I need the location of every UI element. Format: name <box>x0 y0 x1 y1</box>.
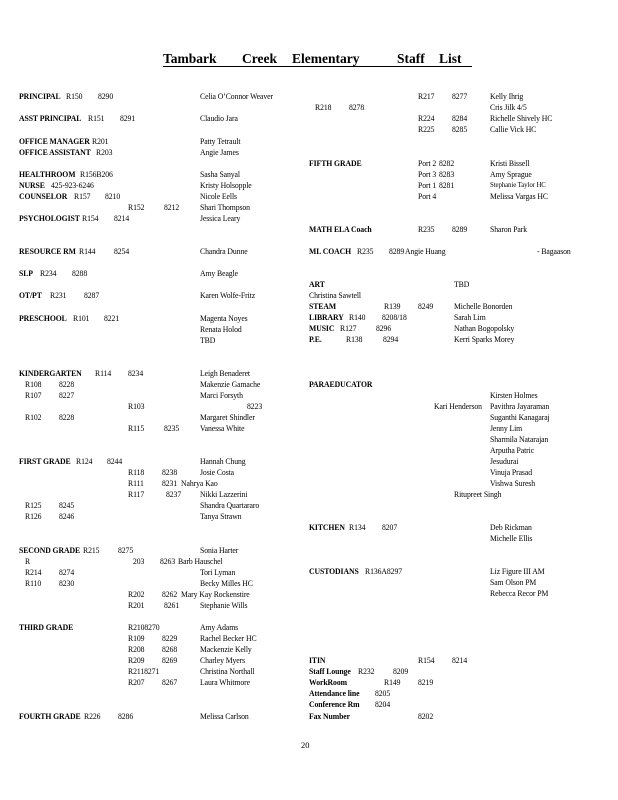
room-number: R224 <box>418 113 435 123</box>
room-ext: R201 <box>92 136 109 146</box>
staff-name: Kristi Bissell <box>490 158 530 168</box>
extension: 8254 <box>114 246 130 256</box>
staff-name: Charley Myers <box>200 655 246 665</box>
extension: 8262 <box>162 589 178 599</box>
extension: 8207 <box>382 522 398 532</box>
room-ext: R156B206 <box>80 169 113 179</box>
title-word: Creek <box>242 51 277 66</box>
staff-name: Rachel Becker HC <box>200 633 257 643</box>
room-number: R208 <box>128 644 145 654</box>
extension: 8202 <box>418 711 434 721</box>
role-label: OT/PT <box>19 290 42 300</box>
staff-name: Angie Huang <box>405 246 446 256</box>
extension: 8210 <box>105 191 121 201</box>
room-number: Port 2 <box>418 158 437 168</box>
role-label: SLP <box>19 268 33 278</box>
staff-name: Josie Costa <box>200 467 235 477</box>
room-number: R234 <box>40 268 57 278</box>
staff-name: Becky Milles HC <box>200 578 253 588</box>
staff-name: Melissa Carlson <box>200 711 249 721</box>
room-number: R118 <box>128 467 145 477</box>
extension: 8249 <box>418 301 434 311</box>
staff-name: Amy Adams <box>200 622 239 632</box>
extension: 8245 <box>59 500 75 510</box>
role-label: ASST PRINCIPAL <box>19 113 82 123</box>
extension: 8288 <box>72 268 88 278</box>
extension: 8287 <box>84 290 100 300</box>
extension: 8278 <box>349 102 365 112</box>
staff-name: Sasha Sanyal <box>200 169 240 179</box>
extension: 8221 <box>104 313 120 323</box>
room-number: R235 <box>418 224 435 234</box>
room-number: R103 <box>128 401 145 411</box>
extension: 8244 <box>107 456 123 466</box>
extension: 8228 <box>59 379 75 389</box>
extension: 8235 <box>164 423 180 433</box>
extension: 8281 <box>439 180 455 190</box>
room-number: R149 <box>384 677 401 687</box>
room-number: R201 <box>128 600 145 610</box>
extension: 8261 <box>164 600 180 610</box>
room-number: R139 <box>384 301 401 311</box>
staff-name: Rebecca Recor PM <box>490 588 549 598</box>
extension: 8212 <box>164 202 180 212</box>
room-number: R101 <box>73 313 90 323</box>
extension: 8269 <box>162 655 178 665</box>
staff-name: Cris Jilk 4/5 <box>490 102 527 112</box>
staff-name: Christina Northall <box>200 666 255 676</box>
role-label: ITIN <box>309 655 326 665</box>
extension: 8205 <box>375 688 391 698</box>
staff-name: Arputha Patric <box>490 445 535 455</box>
staff-name: Patty Tetrault <box>200 136 241 146</box>
role-label: PRESCHOOL <box>19 313 67 323</box>
room-number: R111 <box>128 478 144 488</box>
room-number: R140 <box>349 312 366 322</box>
staff-name: Renata Holod <box>200 324 242 334</box>
staff-name: Magenta Noyes <box>200 313 248 323</box>
room-number: R150 <box>66 91 83 101</box>
role-label: STEAM <box>309 301 337 311</box>
extension: 8275 <box>118 545 134 555</box>
staff-name: Richelle Shively HC <box>490 113 553 123</box>
title-word: List <box>439 51 462 66</box>
room-number: R154 <box>418 655 435 665</box>
room-ext: R2118271 <box>128 666 160 676</box>
staff-name: Makenzie Gamache <box>200 379 261 389</box>
staff-name: Sharon Park <box>490 224 528 234</box>
staff-name: Tori Lyman <box>200 567 236 577</box>
staff-name: Michelle Ellis <box>490 533 533 543</box>
room-number: R109 <box>128 633 145 643</box>
extension: 8267 <box>162 677 178 687</box>
staff-name: Liz Figure III AM <box>490 566 545 576</box>
extension: 8289 <box>452 224 468 234</box>
room-number: R157 <box>74 191 91 201</box>
role-label: KINDERGARTEN <box>19 368 82 378</box>
room-ext: R2108270 <box>128 622 160 632</box>
extension: 8291 <box>120 113 136 123</box>
phone-number: 425-923-6246 <box>51 180 94 190</box>
extension: 8274 <box>59 567 75 577</box>
staff-name: Jesudurai <box>490 456 519 466</box>
room-number: R134 <box>349 522 366 532</box>
room-number: 203 <box>133 556 145 566</box>
extension: 8223 <box>247 401 263 411</box>
staff-name: Shari Thompson <box>200 202 250 212</box>
role-label: FIFTH GRADE <box>309 158 362 168</box>
role-label: FOURTH GRADE <box>19 711 81 721</box>
role-label: P.E. <box>309 334 322 344</box>
staff-name: Leigh Benaderet <box>200 368 250 378</box>
extension: 8290 <box>98 91 114 101</box>
staff-name: Amy Sprague <box>490 169 532 179</box>
room-number: R126 <box>25 511 42 521</box>
extension: 8277 <box>452 91 468 101</box>
staff-name: Mackenzie Kelly <box>200 644 252 654</box>
extension: 8214 <box>114 213 130 223</box>
staff-name: Amy Beagle <box>200 268 238 278</box>
role-label: MUSIC <box>309 323 335 333</box>
role-label: SECOND GRADE <box>19 545 81 555</box>
staff-name: Marci Forsyth <box>200 390 243 400</box>
staff-name: Sonia Harter <box>200 545 239 555</box>
staff-name: Vishwa Suresh <box>490 478 535 488</box>
extension: 8268 <box>162 644 178 654</box>
staff-name: TBD <box>454 279 470 289</box>
role-label: KITCHEN <box>309 522 345 532</box>
extension: 8263 <box>160 556 176 566</box>
staff-name: Ritupreet Singh <box>454 489 502 499</box>
room-number: R102 <box>25 412 42 422</box>
staff-name: Kristy Holsopple <box>200 180 252 190</box>
room-number: R125 <box>25 500 42 510</box>
staff-name: Claudio Jara <box>200 113 238 123</box>
staff-name: Sharmila Natarajan <box>490 434 549 444</box>
staff-name: Vanessa White <box>200 423 245 433</box>
extension: 8227 <box>59 390 75 400</box>
extension: 8294 <box>383 334 399 344</box>
staff-name: Jessica Leary <box>200 213 241 223</box>
staff-name: Michelle Bonorden <box>454 301 513 311</box>
room-number: Port 1 <box>418 180 437 190</box>
extension: 8219 <box>418 677 434 687</box>
staff-name: Stephanie Taylor HC <box>490 180 546 189</box>
staff-name: Vinuja Prasad <box>490 467 532 477</box>
staff-name: Christina Sawtell <box>309 290 361 300</box>
staff-name: Shandra Quartararo <box>200 500 260 510</box>
staff-name: Melissa Vargas HC <box>490 191 548 201</box>
title-word: Staff <box>397 51 425 66</box>
staff-name: Kerri Sparks Morey <box>454 334 515 344</box>
extension: 8237 <box>166 489 182 499</box>
staff-name: Pavithra Jayaraman <box>490 401 550 411</box>
room-number: R138 <box>346 334 363 344</box>
extension: 8283 <box>439 169 455 179</box>
room-number: R108 <box>25 379 42 389</box>
title-underline <box>163 66 472 67</box>
staff-name: Nahrya Kao <box>181 478 218 488</box>
role-label: LIBRARY <box>309 312 344 322</box>
extension: 8286 <box>118 711 134 721</box>
room-number: R107 <box>25 390 42 400</box>
room-number: R214 <box>25 567 42 577</box>
role-label: ML COACH <box>309 246 352 256</box>
room-number: R218 <box>315 102 332 112</box>
role-label: NURSE <box>19 180 45 190</box>
staff-name: Angie James <box>200 147 239 157</box>
extension: 8234 <box>128 368 144 378</box>
staff-name: Nikki Lazzerini <box>200 489 248 499</box>
role-label: Attendance line <box>309 688 360 698</box>
staff-name: Mary Kay Rockenstire <box>181 589 250 599</box>
staff-name: Celia O’Connor Weaver <box>200 91 273 101</box>
role-label: COUNSELOR <box>19 191 68 201</box>
room-number: R127 <box>340 323 357 333</box>
extension: 8282 <box>439 158 455 168</box>
staff-name: Stephanie Wills <box>200 600 248 610</box>
extension: 8229 <box>162 633 178 643</box>
role-label: MATH ELA Coach <box>309 224 372 234</box>
room-ext: R136A8297 <box>365 566 403 576</box>
role-label: RESOURCE RM <box>19 246 76 256</box>
staff-name: Chandra Dunne <box>200 246 248 256</box>
staff-name: Suganthi Kanagaraj <box>490 412 550 422</box>
room-number: R124 <box>76 456 93 466</box>
staff-name: Margaret Shindler <box>200 412 255 422</box>
extension: 8284 <box>452 113 468 123</box>
room-number: R225 <box>418 124 435 134</box>
staff-name: Laura Whitmore <box>200 677 250 687</box>
room-number: R <box>25 556 31 566</box>
extension: 8231 <box>162 478 178 488</box>
room-number: R235 <box>357 246 374 256</box>
staff-name: Karen Wolfe-Fritz <box>200 290 256 300</box>
staff-name: Nicole Eells <box>200 191 237 201</box>
room-number: R215 <box>83 545 100 555</box>
room-number: R110 <box>25 578 42 588</box>
role-label: PARAEDUCATOR <box>309 379 373 389</box>
role-label: PSYCHOLOGIST <box>19 213 80 223</box>
staff-name: Kari Henderson <box>434 401 482 411</box>
room-number: R231 <box>50 290 67 300</box>
extension: 8289 <box>389 246 405 256</box>
staff-name: Nathan Bogopolsky <box>454 323 515 333</box>
staff-name: Barb Hauschel <box>178 556 223 566</box>
role-label: Fax Number <box>309 711 350 721</box>
role-label: Staff Lounge <box>309 666 351 676</box>
staff-name: Jenny Lim <box>490 423 523 433</box>
staff-name: Callie Vick HC <box>490 124 537 134</box>
extension: 8238 <box>162 467 178 477</box>
extension: 8204 <box>375 699 391 709</box>
staff-name: Sarah Lim <box>454 312 486 322</box>
room-number: R209 <box>128 655 145 665</box>
role-label: OFFICE MANAGER <box>19 136 90 146</box>
room-number: R232 <box>358 666 375 676</box>
room-number: R151 <box>88 113 105 123</box>
staff-name: - Bagaason <box>537 246 571 256</box>
role-label: THIRD GRADE <box>19 622 74 632</box>
extension: 8208/18 <box>382 312 407 322</box>
room-number: R202 <box>128 589 145 599</box>
room-number: R207 <box>128 677 145 687</box>
extension: 8209 <box>393 666 409 676</box>
room-number: R117 <box>128 489 145 499</box>
room-number: R152 <box>128 202 145 212</box>
role-label: CUSTODIANS <box>309 566 359 576</box>
role-label: ART <box>309 279 325 289</box>
extension: 8296 <box>376 323 392 333</box>
room-number: R154 <box>82 213 99 223</box>
page-number: 20 <box>301 740 310 750</box>
room-number: R144 <box>79 246 96 256</box>
staff-name: Sam Olson PM <box>490 577 537 587</box>
room-number: R217 <box>418 91 435 101</box>
extension: 8285 <box>452 124 468 134</box>
staff-name: Kirsten Holmes <box>490 390 538 400</box>
room-ext: R203 <box>96 147 113 157</box>
staff-name: TBD <box>200 335 216 345</box>
role-label: FIRST GRADE <box>19 456 71 466</box>
extension: 8246 <box>59 511 75 521</box>
staff-name: Tanya Strawn <box>200 511 242 521</box>
staff-name: Kelly Ihrig <box>490 91 524 101</box>
extension: 8230 <box>59 578 75 588</box>
room-number: R226 <box>84 711 101 721</box>
role-label: WorkRoom <box>309 677 347 687</box>
extension: 8214 <box>452 655 468 665</box>
role-label: Conference Rm <box>309 699 360 709</box>
extension: 8228 <box>59 412 75 422</box>
staff-name: Hannah Chung <box>200 456 246 466</box>
staff-name: Deb Rickman <box>490 522 532 532</box>
room-number: R114 <box>95 368 112 378</box>
role-label: OFFICE ASSISTANT <box>19 147 91 157</box>
title-word: Tambark <box>163 51 217 66</box>
room-number: Port 3 <box>418 169 437 179</box>
role-label: HEALTHROOM <box>19 169 76 179</box>
title-word: Elementary <box>292 51 360 66</box>
room-number: R115 <box>128 423 145 433</box>
role-label: PRINCIPAL <box>19 91 61 101</box>
room-number: Port 4 <box>418 191 437 201</box>
